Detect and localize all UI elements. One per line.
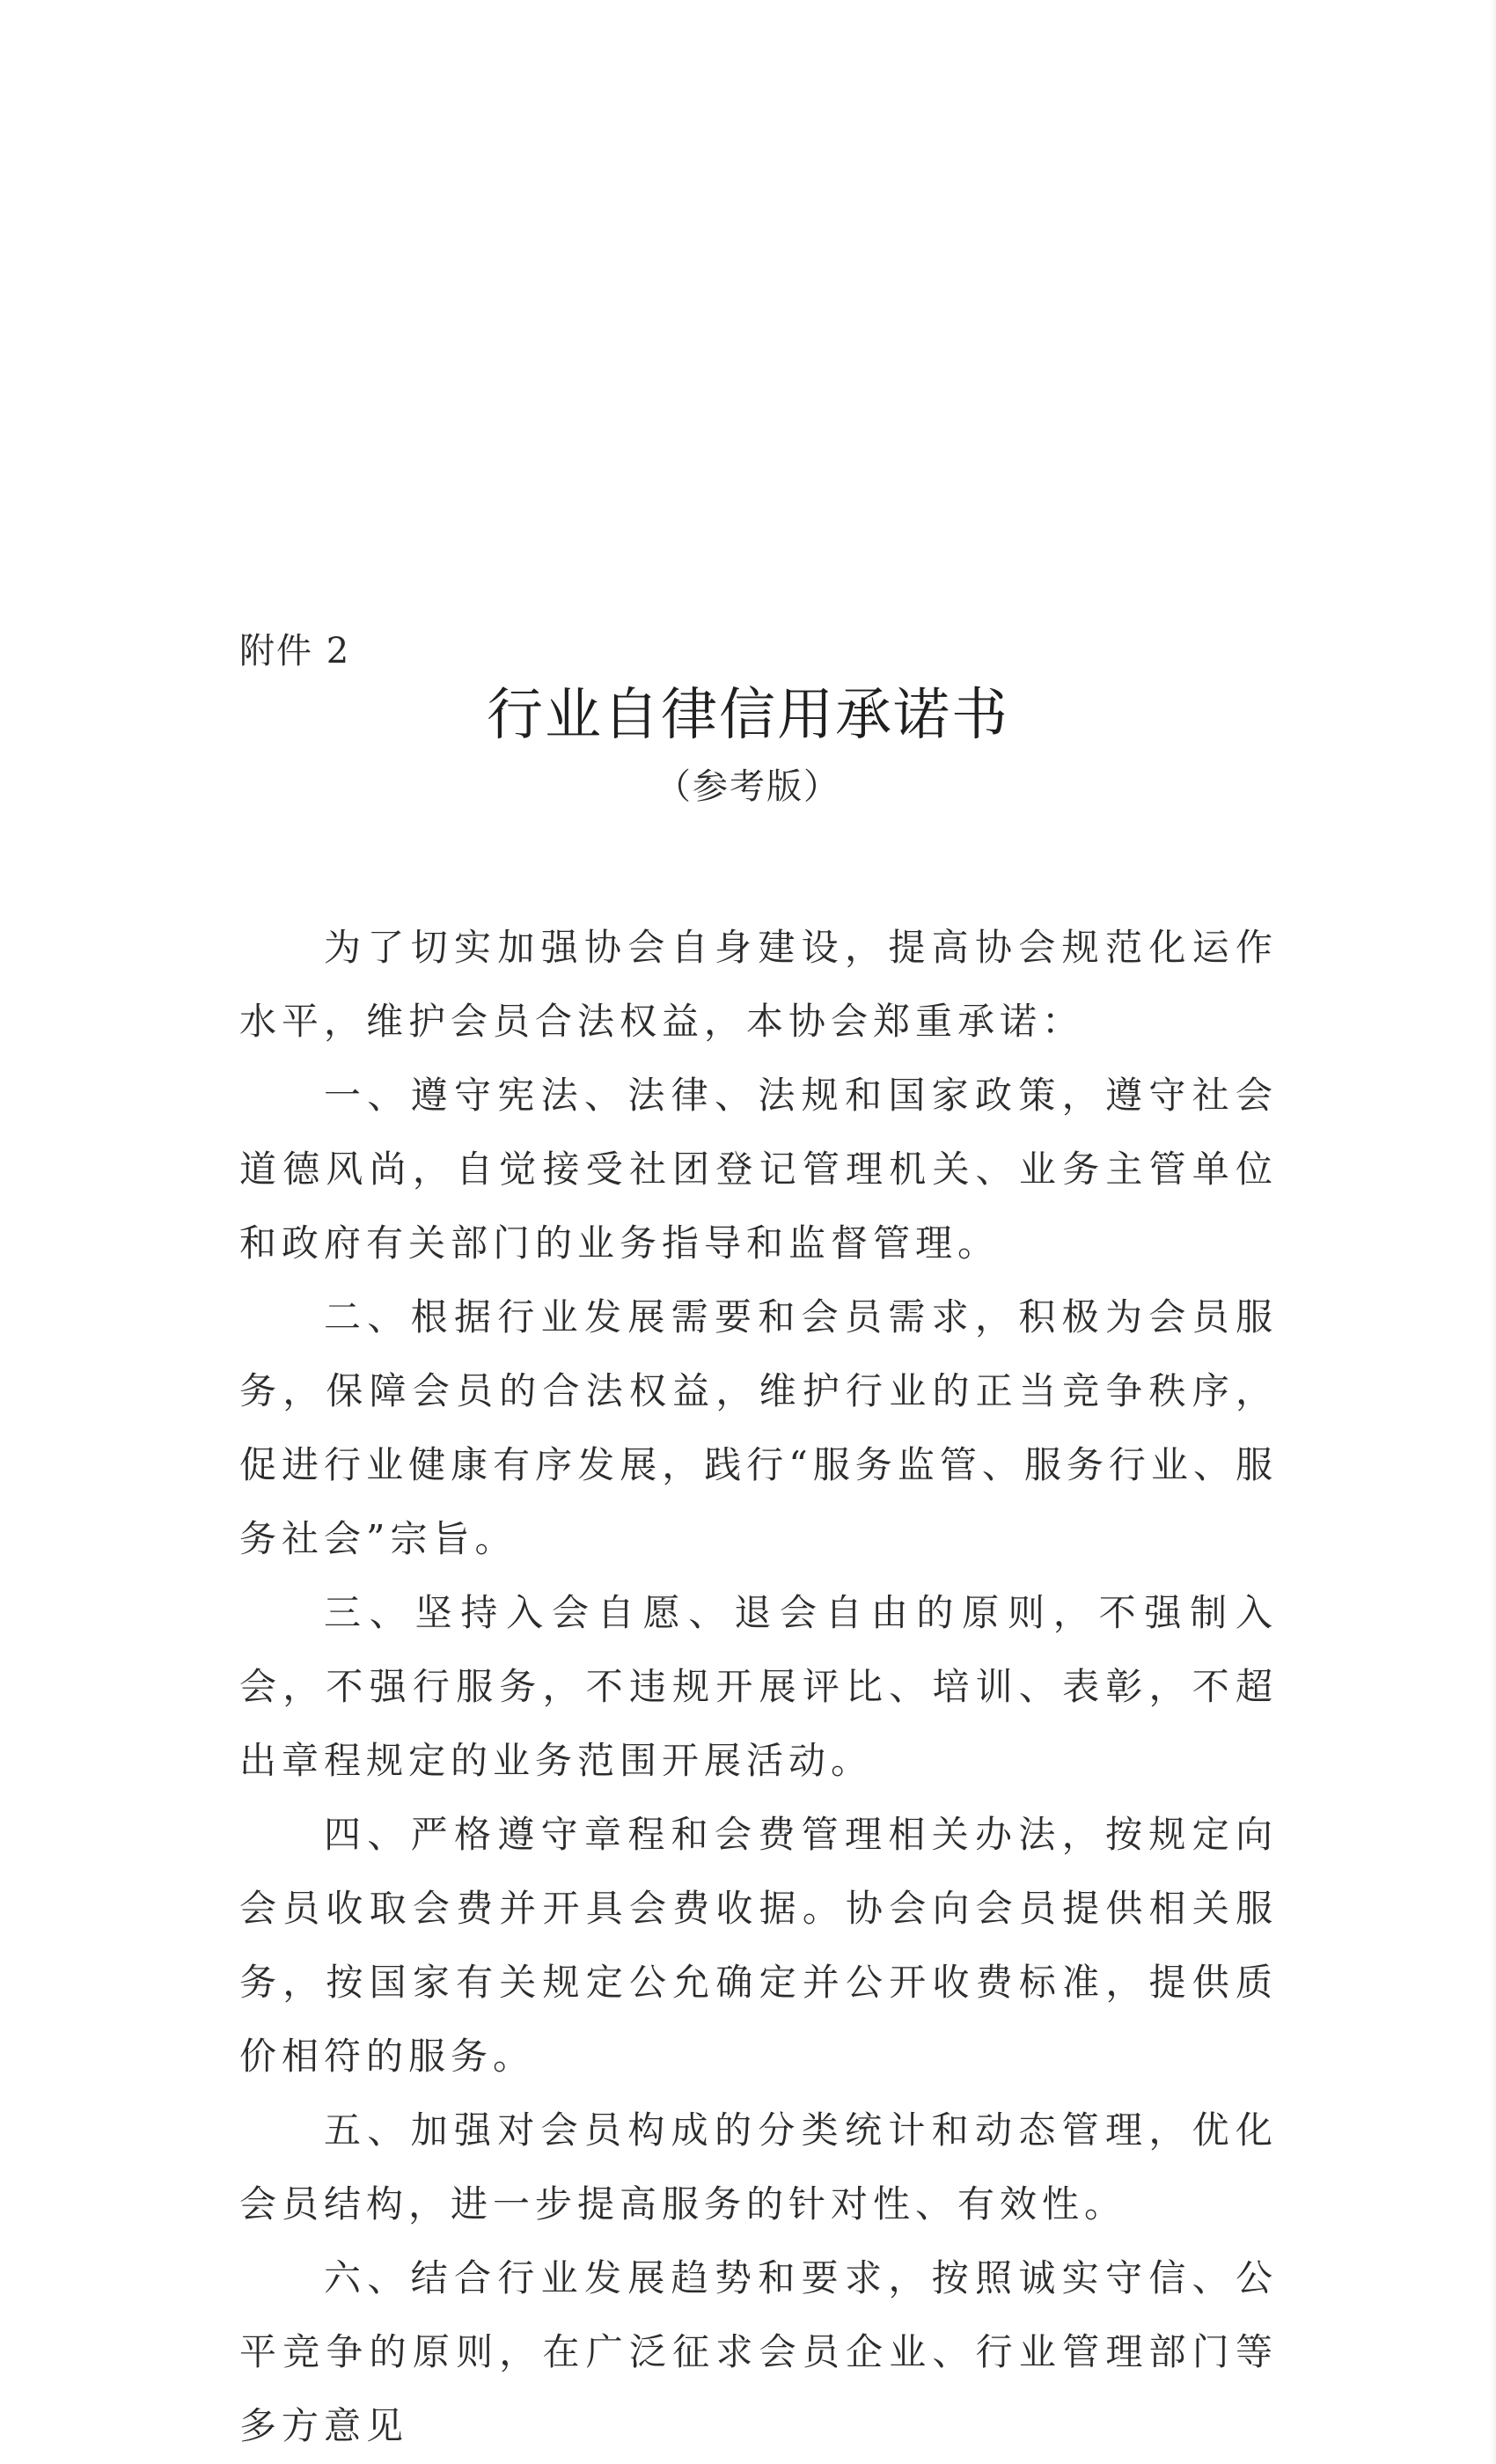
- document-body: [239, 911, 1278, 2463]
- scan-edge-shadow: [1491, 0, 1496, 2464]
- commitment-paragraph-5: 五、加强对会员构成的分类统计和动态管理，优化会员结构，进一步提高服务的针对性、有效性。: [239, 2108, 1278, 2226]
- commitment-paragraph-6: 六、结合行业发展趋势和要求，按照诚实守信、公平竞争的原则，在广泛征求会员企业、行业管理部门等多方意见: [239, 2256, 1278, 2447]
- document-subtitle: （参考版）: [656, 766, 840, 807]
- document-title: 行业自律信用承诺书: [487, 683, 1009, 748]
- commitment-paragraph-4: 四、严格遵守章程和会费管理相关办法，按规定向会员收取会费并开具会费收据。协会向会员提供相关服务，按国家有关规定公允确定并公开收费标准，提供质价相符的服务。: [239, 1813, 1278, 2078]
- commitment-paragraph-1: 一、遵守宪法、法律、法规和国家政策，遵守社会道德风尚，自觉接受社团登记管理机关、业务主管单位和政府有关部门的业务指导和监督管理。: [239, 1074, 1278, 1265]
- commitment-paragraph-3: 三、坚持入会自愿、退会自由的原则，不强制入会，不强行服务，不违规开展评比、培训、表彰，不超出章程规定的业务范围开展活动。: [239, 1591, 1278, 1782]
- commitment-paragraph-2: 二、根据行业发展需要和会员需求，积极为会员服务，保障会员的合法权益，维护行业的正当竞争秩序，促进行业健康有序发展，践行“服务监管、服务行业、服务社会”宗旨。: [239, 1295, 1278, 1560]
- attachment-label: 附件 2: [239, 631, 351, 671]
- intro-paragraph: 为了切实加强协会自身建设，提高协会规范化运作水平，维护会员合法权益，本协会郑重承诺：: [239, 926, 1278, 1043]
